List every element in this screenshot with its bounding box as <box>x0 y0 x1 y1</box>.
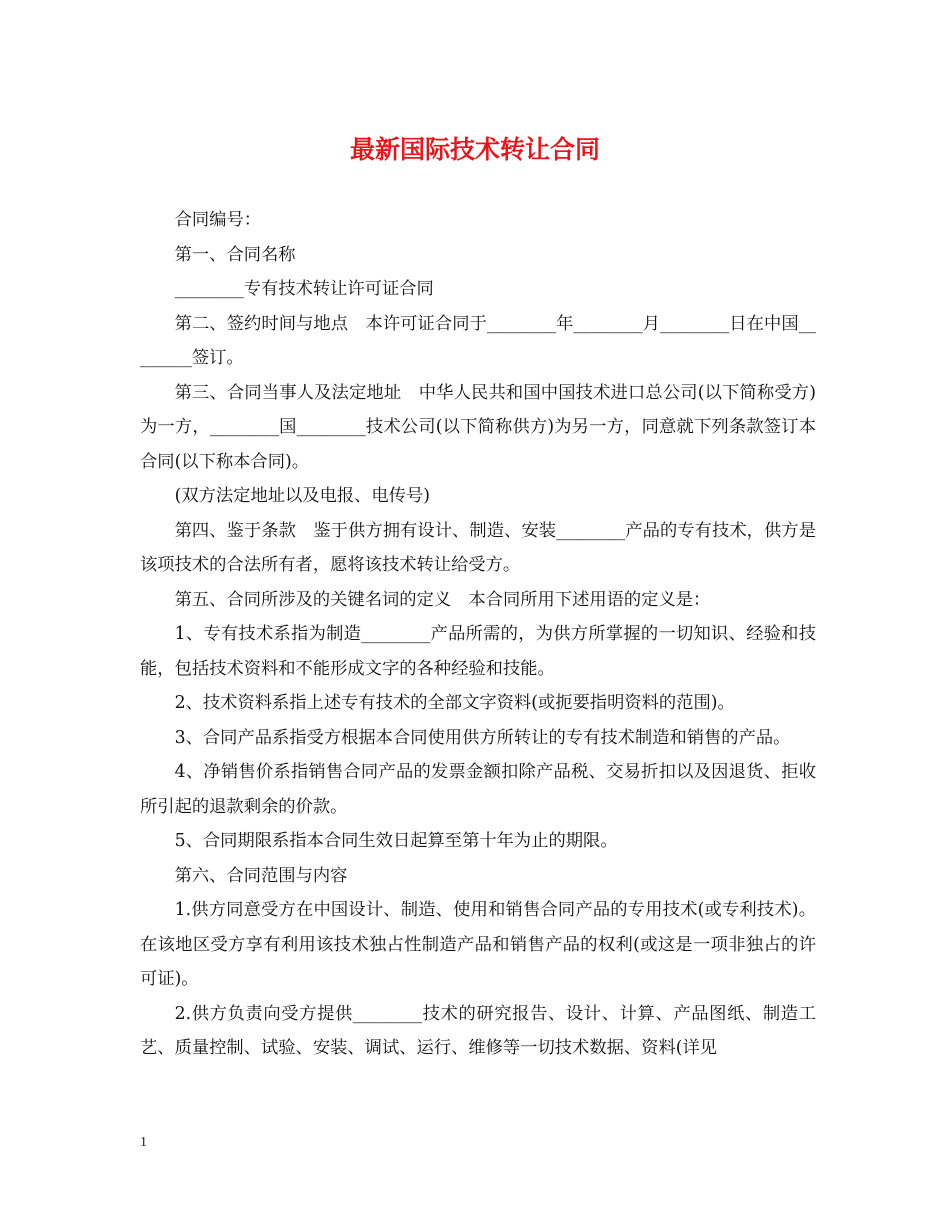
paragraph-addresses: (双方法定地址以及电报、电传号) <box>174 486 431 506</box>
paragraph-definition-2: 2、技术资料系指上述专有技术的全部文字资料(或扼要指明资料的范围)。 <box>174 693 735 713</box>
paragraph-section-3: 第三、合同当事人及法定地址 中华人民共和国中国技术进口总公司(以下简称受方)为一方，________国________技术公司(以下简称供方)为另一方，同意就下列条款签订本合同(以下称本合同)。 <box>140 382 816 472</box>
paragraph-section-5: 第五、合同所涉及的关键名词的定义 本合同所用下述用语的定义是： <box>174 589 711 610</box>
paragraph-scope-2: 2.供方负责向受方提供________技术的研究报告、设计、计算、产品图纸、制造工艺、质量控制、试验、安装、调试、运行、维修等一切技术数据、资料(详见 <box>140 1003 816 1058</box>
paragraph-scope-1: 1.供方同意受方在中国设计、制造、使用和销售合同产品的专用技术(或专利技术)。在该地区受方享有利用该技术独占性制造产品和销售产品的权利(或这是一项非独占的许可证)。 <box>140 900 816 989</box>
page-number: 1 <box>140 1135 147 1150</box>
page-title: 最新国际技术转让合同 <box>349 135 600 164</box>
contract-body <box>140 203 816 1066</box>
paragraph-section-6: 第六、合同范围与内容 <box>174 865 348 886</box>
paragraph-definition-3: 3、合同产品系指受方根据本合同使用供方所转让的专有技术制造和销售的产品。 <box>174 727 791 748</box>
paragraph-section-1: 第一、合同名称 <box>174 244 296 265</box>
paragraph-definition-5: 5、合同期限系指本合同生效日起算至第十年为止的期限。 <box>174 831 618 851</box>
paragraph-definition-1: 1、专有技术系指为制造________产品所需的，为供方所掌握的一切知识、经验和技能，包括技术资料和不能形成文字的各种经验和技能。 <box>140 624 816 679</box>
paragraph-section-4: 第四、鉴于条款 鉴于供方拥有设计、制造、安装________产品的专有技术，供方是该项技术的合法所有者，愿将该技术转让给受方。 <box>140 520 816 575</box>
paragraph-contract-number: 合同编号： <box>174 210 262 230</box>
paragraph-definition-4: 4、净销售价系指销售合同产品的发票金额扣除产品税、交易折扣以及因退货、拒收所引起的退款剩余的价款。 <box>140 762 816 817</box>
paragraph-section-2: 第二、签约时间与地点 本许可证合同于________年________月________日在中国________签订。 <box>140 313 816 368</box>
paragraph-contract-name: ________专有技术转让许可证合同 <box>174 279 434 299</box>
